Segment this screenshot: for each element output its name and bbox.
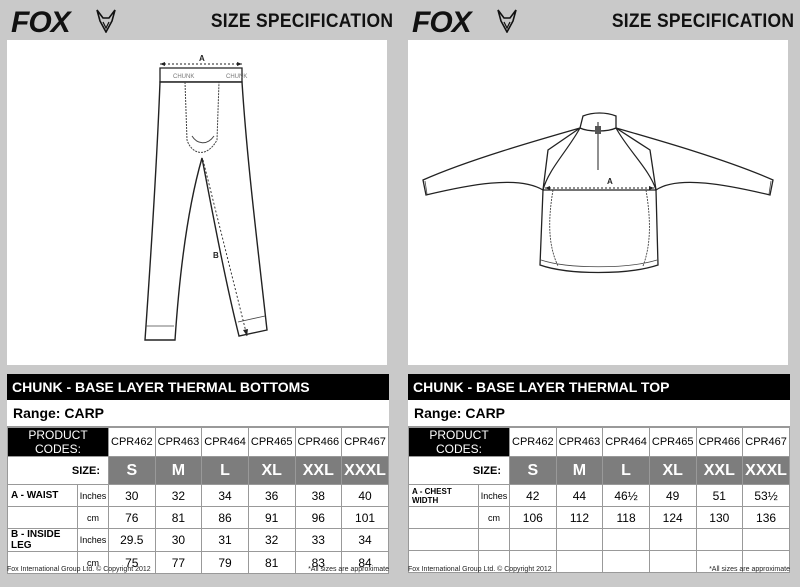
product-code: CPR463 [155,428,202,457]
value-cell: 136 [743,507,790,529]
measurement-label: A - WAIST [8,485,78,507]
approximate-note: *All sizes are approximate [308,566,389,573]
size-spec-table [7,427,389,574]
value-cell [743,529,790,551]
product-code: CPR466 [696,428,743,457]
value-cell: 96 [295,507,342,529]
product-name: CHUNK - BASE LAYER THERMAL BOTTOMS [7,374,389,400]
product-name: CHUNK - BASE LAYER THERMAL TOP [408,374,790,400]
product-code: CPR466 [295,428,342,457]
size-cell: S [510,457,557,485]
measurement-label [409,529,479,551]
copyright-text: Fox International Group Ltd. © Copyright 2012 [7,566,151,573]
value-cell: 112 [556,507,603,529]
range-value: CARP [64,405,105,421]
size-cell: M [155,457,202,485]
range-line [408,400,790,427]
value-cell [556,551,603,573]
svg-text:CHUNK: CHUNK [226,74,248,80]
value-cell [649,551,696,573]
top-spec-panel [408,0,796,587]
table-row [409,507,790,529]
value-cell: 36 [248,485,295,507]
dimension-b-label: B [213,251,219,260]
value-cell [603,551,650,573]
header [408,0,796,40]
value-cell [556,529,603,551]
value-cell: 101 [342,507,389,529]
unit-label: Inches [479,485,510,507]
bottoms-spec-panel [7,0,395,587]
value-cell: 31 [202,529,249,552]
value-cell [696,529,743,551]
table-row [409,529,790,551]
measurement-label: A - CHEST WIDTH [409,485,479,507]
page-title: SIZE SPECIFICATION [210,11,393,32]
value-cell: 32 [248,529,295,552]
value-cell: 34 [202,485,249,507]
brand-logo: FOX [11,6,70,39]
size-cell: XXL [696,457,743,485]
size-cell: L [202,457,249,485]
value-cell: 75 [109,552,156,574]
top-illustration [408,40,788,365]
size-spec-table [408,427,790,573]
value-cell [603,529,650,551]
product-code: CPR463 [556,428,603,457]
unit-label: cm [78,552,109,574]
measurement-label: B - INSIDE LEG [8,529,78,552]
product-code: CPR464 [202,428,249,457]
dimension-a-label: A [607,177,613,186]
header [7,0,395,40]
table-row [409,485,790,507]
dimension-a-label: A [199,54,205,63]
measurement-label [409,507,479,529]
value-cell: 76 [109,507,156,529]
bottoms-drawing [7,40,387,365]
copyright-text: Fox International Group Ltd. © Copyright 2012 [408,566,552,573]
unit-label: cm [78,507,109,529]
product-code: CPR465 [248,428,295,457]
size-cell: XXXL [743,457,790,485]
unit-label [479,529,510,551]
value-cell: 38 [295,485,342,507]
value-cell [510,529,557,551]
page-title: SIZE SPECIFICATION [611,11,794,32]
approximate-note: *All sizes are approximate [709,566,790,573]
fox-head-icon [496,9,518,33]
value-cell: 83 [295,552,342,574]
size-cell: XXL [295,457,342,485]
value-cell: 130 [696,507,743,529]
range-value: CARP [465,405,506,421]
value-cell: 81 [155,507,202,529]
fox-head-icon [95,9,117,33]
value-cell: 118 [603,507,650,529]
measurement-label [8,507,78,529]
range-label: Range: [13,405,61,421]
top-drawing [408,40,788,365]
value-cell: 77 [155,552,202,574]
value-cell: 51 [696,485,743,507]
table-row [8,485,389,507]
size-cell: M [556,457,603,485]
value-cell: 29.5 [109,529,156,552]
product-code: CPR462 [109,428,156,457]
value-cell: 30 [109,485,156,507]
size-cell: XXXL [342,457,389,485]
product-code: CPR462 [510,428,557,457]
range-line [7,400,389,427]
unit-label: cm [479,507,510,529]
size-cell: XL [649,457,696,485]
size-cell: L [603,457,650,485]
value-cell: 84 [342,552,389,574]
brand-logo: FOX [412,6,471,39]
value-cell: 42 [510,485,557,507]
waistband-label: CHUNK [173,74,195,80]
value-cell: 30 [155,529,202,552]
size-label: SIZE: [409,457,510,485]
value-cell [649,529,696,551]
value-cell: 34 [342,529,389,552]
range-label: Range: [414,405,462,421]
value-cell: 86 [202,507,249,529]
bottoms-illustration [7,40,387,365]
value-cell: 79 [202,552,249,574]
unit-label: Inches [78,529,109,552]
value-cell: 40 [342,485,389,507]
value-cell: 53½ [743,485,790,507]
value-cell: 44 [556,485,603,507]
value-cell: 49 [649,485,696,507]
product-code: CPR465 [649,428,696,457]
product-code: CPR467 [743,428,790,457]
unit-label: Inches [78,485,109,507]
bottoms-size-table [7,374,389,574]
top-size-table [408,374,790,573]
size-label: SIZE: [8,457,109,485]
product-codes-label: PRODUCT CODES: [409,428,510,457]
value-cell: 46½ [603,485,650,507]
value-cell: 124 [649,507,696,529]
value-cell: 81 [248,552,295,574]
value-cell: 106 [510,507,557,529]
size-cell: XL [248,457,295,485]
product-code: CPR464 [603,428,650,457]
product-code: CPR467 [342,428,389,457]
product-codes-label: PRODUCT CODES: [8,428,109,457]
value-cell: 91 [248,507,295,529]
value-cell: 32 [155,485,202,507]
value-cell: 33 [295,529,342,552]
table-row [8,507,389,529]
table-row [8,529,389,552]
size-cell: S [109,457,156,485]
